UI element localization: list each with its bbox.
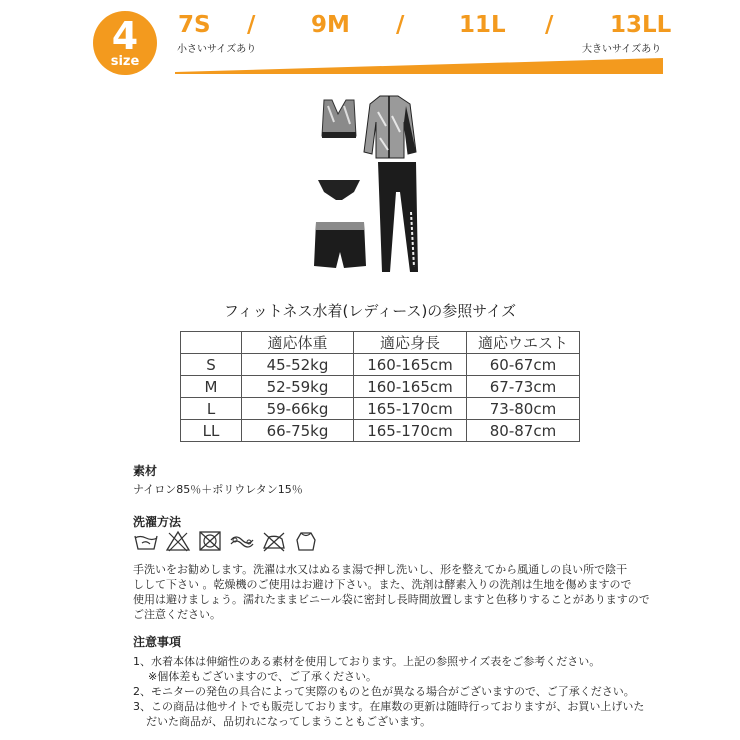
- washing-text-line: 使用は避けましょう。濡れたままビニール袋に密封し長時間放置しますと色移りすることがありますので: [133, 593, 650, 606]
- notes-line: だいた商品が、品切れになってしまうこともございます。: [146, 715, 432, 728]
- table-header-row: [181, 332, 580, 354]
- washing-text-line: ご注意ください。: [133, 608, 221, 621]
- no-iron-icon: [261, 530, 287, 552]
- washing-title: 洗濯方法: [133, 515, 182, 529]
- no-bleach-icon: [165, 530, 191, 552]
- orange-wedge-line: [175, 58, 663, 74]
- material-text: ナイロン85％＋ポリウレタン15％: [133, 483, 303, 496]
- table-cell: 80-87cm: [467, 420, 580, 442]
- table-cell: 73-80cm: [467, 398, 580, 420]
- hang-dry-icon: [293, 530, 319, 552]
- table-cell: 67-73cm: [467, 376, 580, 398]
- size-separator: /: [247, 12, 256, 38]
- size-table: [180, 331, 580, 442]
- table-cell: LL: [181, 420, 242, 442]
- care-icons: [133, 530, 319, 552]
- table-cell: 160-165cm: [354, 376, 467, 398]
- table-cell: 66-75kg: [242, 420, 354, 442]
- table-cell: 160-165cm: [354, 354, 467, 376]
- table-cell: 52-59kg: [242, 376, 354, 398]
- notes-line: 2、モニターの発色の具合によって実際のものと色が異なる場合がございますので、ご了承ください。: [133, 685, 635, 698]
- table-header-cell: 適応体重: [242, 332, 354, 354]
- table-cell: M: [181, 376, 242, 398]
- large-size-note: 大きいサイズあり: [582, 44, 662, 55]
- washing-text-line: 手洗いをお勧めします。洗濯は水又はぬるま湯で押し洗いし、形を整えてから風通しの良い所で陰干: [133, 563, 628, 576]
- table-header-cell: 適応ウエスト: [467, 332, 580, 354]
- badge-number: 4: [111, 14, 139, 58]
- notes-title: 注意事項: [133, 635, 182, 649]
- size-7s: 7S: [178, 12, 211, 38]
- table-row: [181, 354, 580, 376]
- table-cell: 165-170cm: [354, 398, 467, 420]
- table-cell: 60-67cm: [467, 354, 580, 376]
- small-size-note: 小さいサイズあり: [177, 44, 257, 55]
- size-table-title: フィットネス水着(レディース)の参照サイズ: [223, 302, 517, 320]
- swimwear-product-image: [310, 92, 440, 282]
- badge-label: size: [110, 54, 140, 69]
- table-header-cell: [181, 332, 242, 354]
- table-cell: 59-66kg: [242, 398, 354, 420]
- table-cell: S: [181, 354, 242, 376]
- table-row: [181, 376, 580, 398]
- no-tumble-dry-icon: [197, 530, 223, 552]
- table-header-cell: 適応身長: [354, 332, 467, 354]
- table-cell: 165-170cm: [354, 420, 467, 442]
- table-row: [181, 398, 580, 420]
- size-11l: 11L: [459, 12, 506, 38]
- notes-line: 3、この商品は他サイトでも販売しております。在庫数の更新は随時行っておりますが、お買い上げいた: [133, 700, 645, 713]
- table-row: [181, 420, 580, 442]
- table-cell: 45-52kg: [242, 354, 354, 376]
- size-13ll: 13LL: [610, 12, 672, 38]
- notes-line: 1、水着本体は伸縮性のある素材を使用しております。上記の参照サイズ表をご参考ください。: [133, 655, 601, 668]
- net-wash-icon: [229, 530, 255, 552]
- washing-text-line: しして下さい 。乾燥機のご使用はお避け下さい。また、洗剤は酵素入りの洗剤は生地を傷めますので: [133, 578, 632, 591]
- notes-line: ※個体差もございますので、ご了承ください。: [148, 670, 377, 683]
- size-badge: [93, 11, 157, 75]
- hand-wash-icon: [133, 530, 159, 552]
- size-separator: /: [545, 12, 554, 38]
- size-separator: /: [396, 12, 405, 38]
- table-cell: L: [181, 398, 242, 420]
- size-9m: 9M: [311, 12, 350, 38]
- material-title: 素材: [133, 464, 158, 478]
